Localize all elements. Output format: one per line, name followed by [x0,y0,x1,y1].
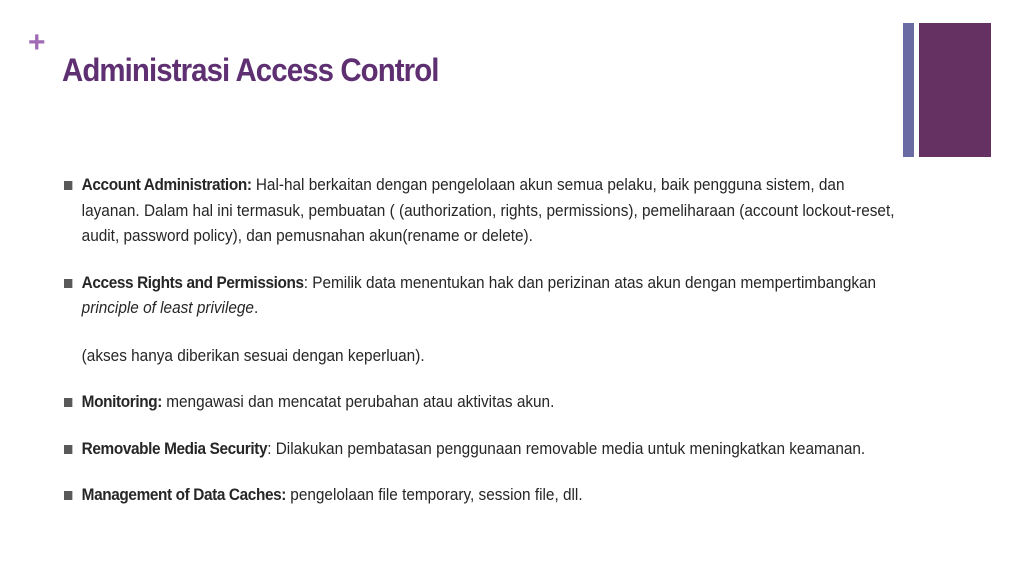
square-bullet-icon [64,279,72,288]
bullet-list [64,173,894,509]
list-item [64,437,900,463]
plus-icon: + [28,26,46,59]
item-text: pengelolaan file temporary, session file, dll. [286,486,583,504]
item-term: Account Administration: [81,176,252,194]
square-bullet-icon [64,181,72,190]
slide-title: Administrasi Access Control [62,52,439,88]
item-text-end: . [253,299,259,317]
list-item [64,271,900,322]
list-item [64,173,900,250]
item-note: (akses hanya diberikan sesuai dengan keperluan). [81,346,425,365]
item-emphasis: principle of least privilege [81,299,254,317]
list-item [64,483,900,509]
list-item [64,390,900,416]
accent-bar-thin [903,23,914,157]
square-bullet-icon [64,398,72,407]
item-term: Access Rights and Permissions [81,273,304,292]
item-term: Management of Data Caches: [81,486,287,504]
item-text: : Pemilik data menentukan hak dan perizinan atas akun dengan mempertimbangkan [303,273,877,292]
item-text: Hal-hal berkaitan dengan pengelolaan akun semua pelaku, baik pengguna sistem, dan layanan. Dalam hal ini termasuk, pembuatan ( (authorization, rights, permissions), pemeliharaan (account lockout-reset, audit, password policy), dan pemusnahan akun(rename or delete). [81,176,895,245]
accent-bar-wide [919,23,991,157]
item-text: mengawasi dan mencatat perubahan atau aktivitas akun. [161,393,555,411]
item-term: Removable Media Security [81,439,268,458]
square-bullet-icon [64,491,72,500]
square-bullet-icon [64,445,72,454]
item-term: Monitoring: [81,393,162,411]
item-text: : Dilakukan pembatasan penggunaan removable media untuk meningkatkan keamanan. [267,439,866,458]
